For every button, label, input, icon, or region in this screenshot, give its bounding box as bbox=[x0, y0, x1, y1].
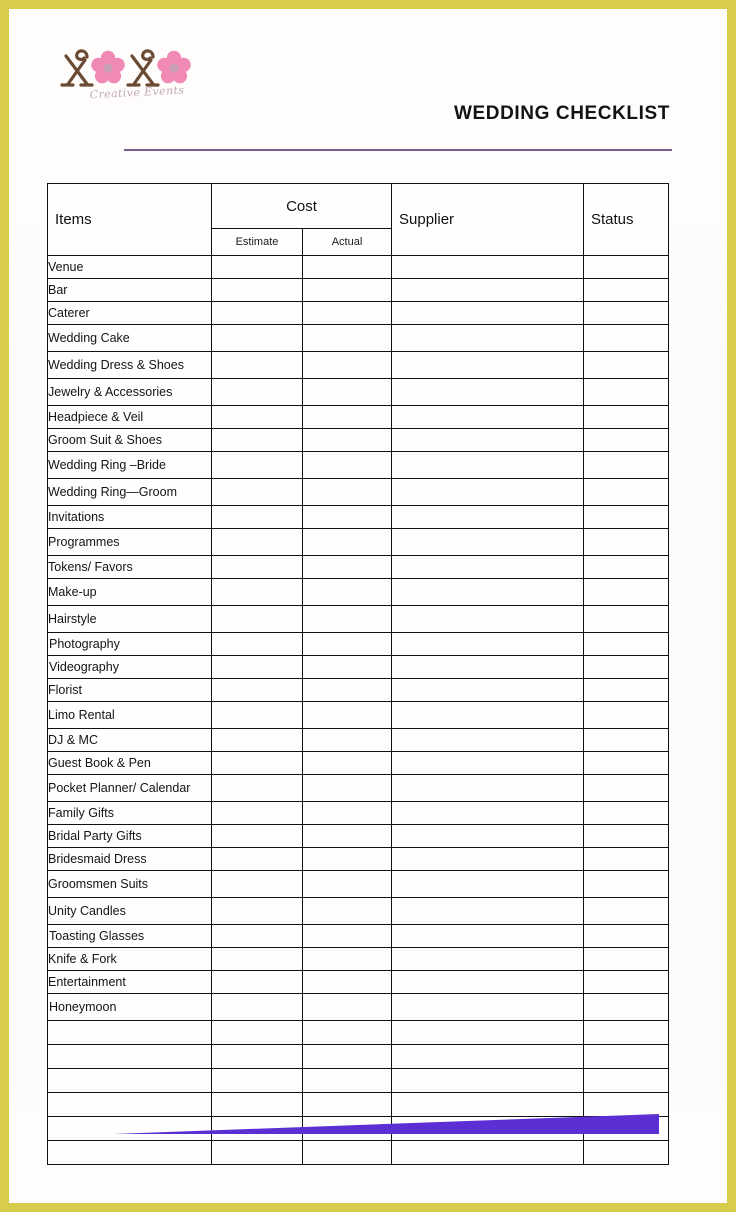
status-cell[interactable] bbox=[584, 898, 669, 925]
table-row bbox=[48, 302, 669, 325]
table-row bbox=[48, 848, 669, 871]
table-row bbox=[48, 429, 669, 452]
table-row bbox=[48, 825, 669, 848]
title-divider bbox=[124, 149, 672, 151]
actual-cell[interactable] bbox=[303, 379, 392, 406]
supplier-cell[interactable] bbox=[392, 1069, 584, 1093]
actual-cell[interactable] bbox=[303, 633, 392, 656]
table-row bbox=[48, 871, 669, 898]
status-cell[interactable] bbox=[584, 971, 669, 994]
table-row bbox=[48, 633, 669, 656]
table-row bbox=[48, 775, 669, 802]
estimate-cell[interactable] bbox=[212, 848, 303, 871]
item-label-cell: Hairstyle bbox=[48, 606, 212, 633]
page-border-top bbox=[0, 0, 736, 9]
supplier-cell[interactable] bbox=[392, 948, 584, 971]
item-label-cell: Invitations bbox=[48, 506, 212, 529]
actual-cell[interactable] bbox=[303, 452, 392, 479]
table-row bbox=[48, 994, 669, 1021]
item-label-cell: Florist bbox=[48, 679, 212, 702]
status-cell[interactable] bbox=[584, 256, 669, 279]
estimate-cell[interactable] bbox=[212, 579, 303, 606]
actual-cell[interactable] bbox=[303, 702, 392, 729]
estimate-cell[interactable] bbox=[212, 452, 303, 479]
item-label-cell: Family Gifts bbox=[48, 802, 212, 825]
column-header-estimate: Estimate bbox=[212, 229, 303, 256]
supplier-cell[interactable] bbox=[392, 729, 584, 752]
supplier-cell[interactable] bbox=[392, 429, 584, 452]
estimate-cell[interactable] bbox=[212, 529, 303, 556]
actual-cell[interactable] bbox=[303, 994, 392, 1021]
estimate-cell[interactable] bbox=[212, 379, 303, 406]
estimate-cell[interactable] bbox=[212, 679, 303, 702]
table-row bbox=[48, 898, 669, 925]
actual-cell[interactable] bbox=[303, 802, 392, 825]
column-header-actual: Actual bbox=[303, 229, 392, 256]
status-cell[interactable] bbox=[584, 429, 669, 452]
item-label-cell: Videography bbox=[48, 656, 212, 679]
supplier-cell[interactable] bbox=[392, 529, 584, 556]
estimate-cell[interactable] bbox=[212, 994, 303, 1021]
table-row bbox=[48, 948, 669, 971]
item-label-cell: Bridesmaid Dress bbox=[48, 848, 212, 871]
logo-tagline: Creative Events bbox=[89, 83, 185, 102]
supplier-cell[interactable] bbox=[392, 325, 584, 352]
page-border-bottom bbox=[0, 1203, 736, 1212]
estimate-cell[interactable] bbox=[212, 325, 303, 352]
estimate-cell[interactable] bbox=[212, 606, 303, 633]
estimate-cell[interactable] bbox=[212, 256, 303, 279]
estimate-cell[interactable] bbox=[212, 1069, 303, 1093]
item-label-cell: Wedding Cake bbox=[48, 325, 212, 352]
estimate-cell[interactable] bbox=[212, 429, 303, 452]
item-label-cell: Headpiece & Veil bbox=[48, 406, 212, 429]
estimate-cell[interactable] bbox=[212, 352, 303, 379]
estimate-cell[interactable] bbox=[212, 479, 303, 506]
supplier-cell[interactable] bbox=[392, 579, 584, 606]
item-label-cell: Caterer bbox=[48, 302, 212, 325]
status-cell[interactable] bbox=[584, 452, 669, 479]
column-header-cost-label: Cost bbox=[286, 197, 317, 215]
status-cell[interactable] bbox=[584, 302, 669, 325]
estimate-cell[interactable] bbox=[212, 556, 303, 579]
checklist-table bbox=[47, 183, 669, 1165]
estimate-cell[interactable] bbox=[212, 406, 303, 429]
estimate-cell[interactable] bbox=[212, 898, 303, 925]
status-cell[interactable] bbox=[584, 379, 669, 406]
table-row bbox=[48, 452, 669, 479]
estimate-cell[interactable] bbox=[212, 825, 303, 848]
table-row bbox=[48, 579, 669, 606]
page-border-left bbox=[0, 0, 9, 1212]
status-cell[interactable] bbox=[584, 352, 669, 379]
status-cell[interactable] bbox=[584, 656, 669, 679]
actual-cell[interactable] bbox=[303, 256, 392, 279]
table-row bbox=[48, 752, 669, 775]
estimate-cell[interactable] bbox=[212, 1045, 303, 1069]
item-label-cell: Jewelry & Accessories bbox=[48, 379, 212, 406]
estimate-cell[interactable] bbox=[212, 729, 303, 752]
supplier-cell[interactable] bbox=[392, 506, 584, 529]
table-header bbox=[48, 184, 669, 256]
status-cell[interactable] bbox=[584, 279, 669, 302]
supplier-cell[interactable] bbox=[392, 479, 584, 506]
logo-letter-x-1 bbox=[62, 51, 92, 85]
estimate-cell[interactable] bbox=[212, 1021, 303, 1045]
supplier-cell[interactable] bbox=[392, 679, 584, 702]
estimate-cell[interactable] bbox=[212, 802, 303, 825]
status-cell[interactable] bbox=[584, 506, 669, 529]
estimate-cell[interactable] bbox=[212, 506, 303, 529]
item-label-cell: Bridal Party Gifts bbox=[48, 825, 212, 848]
actual-cell[interactable] bbox=[303, 352, 392, 379]
actual-cell[interactable] bbox=[303, 1021, 392, 1045]
supplier-cell[interactable] bbox=[392, 352, 584, 379]
table-row bbox=[48, 971, 669, 994]
item-label-cell[interactable] bbox=[48, 1021, 212, 1045]
actual-cell[interactable] bbox=[303, 479, 392, 506]
supplier-cell[interactable] bbox=[392, 775, 584, 802]
supplier-cell[interactable] bbox=[392, 406, 584, 429]
checklist-table-wrapper bbox=[47, 183, 668, 1165]
status-cell[interactable] bbox=[584, 925, 669, 948]
actual-cell[interactable] bbox=[303, 898, 392, 925]
estimate-cell[interactable] bbox=[212, 633, 303, 656]
supplier-cell[interactable] bbox=[392, 633, 584, 656]
actual-cell[interactable] bbox=[303, 656, 392, 679]
item-label-cell: Wedding Dress & Shoes bbox=[48, 352, 212, 379]
estimate-cell[interactable] bbox=[212, 656, 303, 679]
column-header-cost bbox=[212, 184, 392, 229]
estimate-cell[interactable] bbox=[212, 871, 303, 898]
actual-cell[interactable] bbox=[303, 579, 392, 606]
item-label-cell: Wedding Ring –Bride bbox=[48, 452, 212, 479]
item-label-cell: Limo Rental bbox=[48, 702, 212, 729]
estimate-cell[interactable] bbox=[212, 1141, 303, 1165]
table-row bbox=[48, 406, 669, 429]
status-cell[interactable] bbox=[584, 775, 669, 802]
table-row bbox=[48, 529, 669, 556]
supplier-cell[interactable] bbox=[392, 1045, 584, 1069]
status-cell[interactable] bbox=[584, 825, 669, 848]
item-label-cell: Bar bbox=[48, 279, 212, 302]
column-header-status bbox=[584, 184, 669, 256]
logo-flower-2 bbox=[157, 51, 190, 84]
actual-cell[interactable] bbox=[303, 529, 392, 556]
supplier-cell[interactable] bbox=[392, 452, 584, 479]
item-label-cell: Pocket Planner/ Calendar bbox=[48, 775, 212, 802]
item-label-cell: Knife & Fork bbox=[48, 948, 212, 971]
page-border-right bbox=[727, 0, 736, 1212]
status-cell[interactable] bbox=[584, 1021, 669, 1045]
status-cell[interactable] bbox=[584, 802, 669, 825]
estimate-cell[interactable] bbox=[212, 775, 303, 802]
item-label-cell[interactable] bbox=[48, 1045, 212, 1069]
table-row-blank bbox=[48, 1069, 669, 1093]
actual-cell[interactable] bbox=[303, 606, 392, 633]
table-row bbox=[48, 729, 669, 752]
actual-cell[interactable] bbox=[303, 279, 392, 302]
supplier-cell[interactable] bbox=[392, 825, 584, 848]
table-header-row-primary bbox=[48, 184, 669, 229]
actual-cell[interactable] bbox=[303, 429, 392, 452]
supplier-cell[interactable] bbox=[392, 606, 584, 633]
table-row bbox=[48, 702, 669, 729]
actual-cell[interactable] bbox=[303, 1045, 392, 1069]
status-cell[interactable] bbox=[584, 1069, 669, 1093]
supplier-cell[interactable] bbox=[392, 279, 584, 302]
status-cell[interactable] bbox=[584, 325, 669, 352]
actual-cell[interactable] bbox=[303, 679, 392, 702]
column-header-supplier-label: Supplier bbox=[399, 211, 455, 228]
supplier-cell[interactable] bbox=[392, 925, 584, 948]
supplier-cell[interactable] bbox=[392, 379, 584, 406]
supplier-cell[interactable] bbox=[392, 1141, 584, 1165]
item-label-cell[interactable] bbox=[48, 1069, 212, 1093]
estimate-cell[interactable] bbox=[212, 971, 303, 994]
table-row bbox=[48, 352, 669, 379]
actual-cell[interactable] bbox=[303, 302, 392, 325]
status-cell[interactable] bbox=[584, 994, 669, 1021]
status-cell[interactable] bbox=[584, 679, 669, 702]
supplier-cell[interactable] bbox=[392, 994, 584, 1021]
table-row bbox=[48, 606, 669, 633]
table-row bbox=[48, 506, 669, 529]
actual-cell[interactable] bbox=[303, 871, 392, 898]
supplier-cell[interactable] bbox=[392, 1021, 584, 1045]
table-row bbox=[48, 925, 669, 948]
status-cell[interactable] bbox=[584, 871, 669, 898]
actual-cell[interactable] bbox=[303, 1141, 392, 1165]
supplier-cell[interactable] bbox=[392, 871, 584, 898]
actual-cell[interactable] bbox=[303, 948, 392, 971]
actual-cell[interactable] bbox=[303, 406, 392, 429]
table-row-blank bbox=[48, 1021, 669, 1045]
column-header-supplier bbox=[392, 184, 584, 256]
status-cell[interactable] bbox=[584, 529, 669, 556]
item-label-cell: Wedding Ring—Groom bbox=[48, 479, 212, 506]
item-label-cell: Tokens/ Favors bbox=[48, 556, 212, 579]
supplier-cell[interactable] bbox=[392, 702, 584, 729]
actual-cell[interactable] bbox=[303, 556, 392, 579]
logo-letter-x-2 bbox=[128, 51, 158, 85]
status-cell[interactable] bbox=[584, 848, 669, 871]
actual-cell[interactable] bbox=[303, 506, 392, 529]
table-row bbox=[48, 379, 669, 406]
estimate-cell[interactable] bbox=[212, 925, 303, 948]
status-cell[interactable] bbox=[584, 729, 669, 752]
actual-cell[interactable] bbox=[303, 325, 392, 352]
item-label-cell: Guest Book & Pen bbox=[48, 752, 212, 775]
logo-flower-1 bbox=[91, 51, 124, 84]
supplier-cell[interactable] bbox=[392, 971, 584, 994]
estimate-cell[interactable] bbox=[212, 752, 303, 775]
item-label-cell: Programmes bbox=[48, 529, 212, 556]
table-body bbox=[48, 256, 669, 1165]
supplier-cell[interactable] bbox=[392, 556, 584, 579]
status-cell[interactable] bbox=[584, 556, 669, 579]
table-row bbox=[48, 279, 669, 302]
actual-cell[interactable] bbox=[303, 925, 392, 948]
table-row bbox=[48, 802, 669, 825]
status-cell[interactable] bbox=[584, 1045, 669, 1069]
supplier-cell[interactable] bbox=[392, 656, 584, 679]
estimate-cell[interactable] bbox=[212, 302, 303, 325]
supplier-cell[interactable] bbox=[392, 802, 584, 825]
status-cell[interactable] bbox=[584, 752, 669, 775]
table-row bbox=[48, 479, 669, 506]
supplier-cell[interactable] bbox=[392, 256, 584, 279]
table-row bbox=[48, 656, 669, 679]
column-header-status-label: Status bbox=[591, 211, 634, 228]
status-cell[interactable] bbox=[584, 948, 669, 971]
item-label-cell: Unity Candles bbox=[48, 898, 212, 925]
item-label-cell: Make-up bbox=[48, 579, 212, 606]
table-row bbox=[48, 256, 669, 279]
table-row bbox=[48, 556, 669, 579]
item-label-cell: Honeymoon bbox=[48, 994, 212, 1021]
actual-cell[interactable] bbox=[303, 825, 392, 848]
page-title: WEDDING CHECKLIST bbox=[453, 103, 670, 124]
item-label-cell: DJ & MC bbox=[48, 729, 212, 752]
column-header-items-label: Items bbox=[55, 211, 92, 228]
item-label-cell: Groom Suit & Shoes bbox=[48, 429, 212, 452]
status-cell[interactable] bbox=[584, 1141, 669, 1165]
supplier-cell[interactable] bbox=[392, 302, 584, 325]
table-row bbox=[48, 325, 669, 352]
estimate-cell[interactable] bbox=[212, 702, 303, 729]
column-header-items bbox=[48, 184, 212, 256]
supplier-cell[interactable] bbox=[392, 898, 584, 925]
item-label-cell: Entertainment bbox=[48, 971, 212, 994]
supplier-cell[interactable] bbox=[392, 848, 584, 871]
actual-cell[interactable] bbox=[303, 971, 392, 994]
item-label-cell[interactable] bbox=[48, 1141, 212, 1165]
item-label-cell: Venue bbox=[48, 256, 212, 279]
estimate-cell[interactable] bbox=[212, 948, 303, 971]
table-row bbox=[48, 679, 669, 702]
brand-logo bbox=[60, 44, 200, 106]
item-label-cell: Photography bbox=[48, 633, 212, 656]
actual-cell[interactable] bbox=[303, 752, 392, 775]
actual-cell[interactable] bbox=[303, 1069, 392, 1093]
estimate-cell[interactable] bbox=[212, 279, 303, 302]
footer-triangle-decoration bbox=[113, 1108, 659, 1136]
status-cell[interactable] bbox=[584, 606, 669, 633]
status-cell[interactable] bbox=[584, 633, 669, 656]
item-label-cell: Groomsmen Suits bbox=[48, 871, 212, 898]
actual-cell[interactable] bbox=[303, 729, 392, 752]
supplier-cell[interactable] bbox=[392, 752, 584, 775]
status-cell[interactable] bbox=[584, 479, 669, 506]
actual-cell[interactable] bbox=[303, 775, 392, 802]
status-cell[interactable] bbox=[584, 406, 669, 429]
item-label-cell: Toasting Glasses bbox=[48, 925, 212, 948]
actual-cell[interactable] bbox=[303, 848, 392, 871]
status-cell[interactable] bbox=[584, 702, 669, 729]
status-cell[interactable] bbox=[584, 579, 669, 606]
table-row-blank bbox=[48, 1045, 669, 1069]
table-row-blank bbox=[48, 1141, 669, 1165]
